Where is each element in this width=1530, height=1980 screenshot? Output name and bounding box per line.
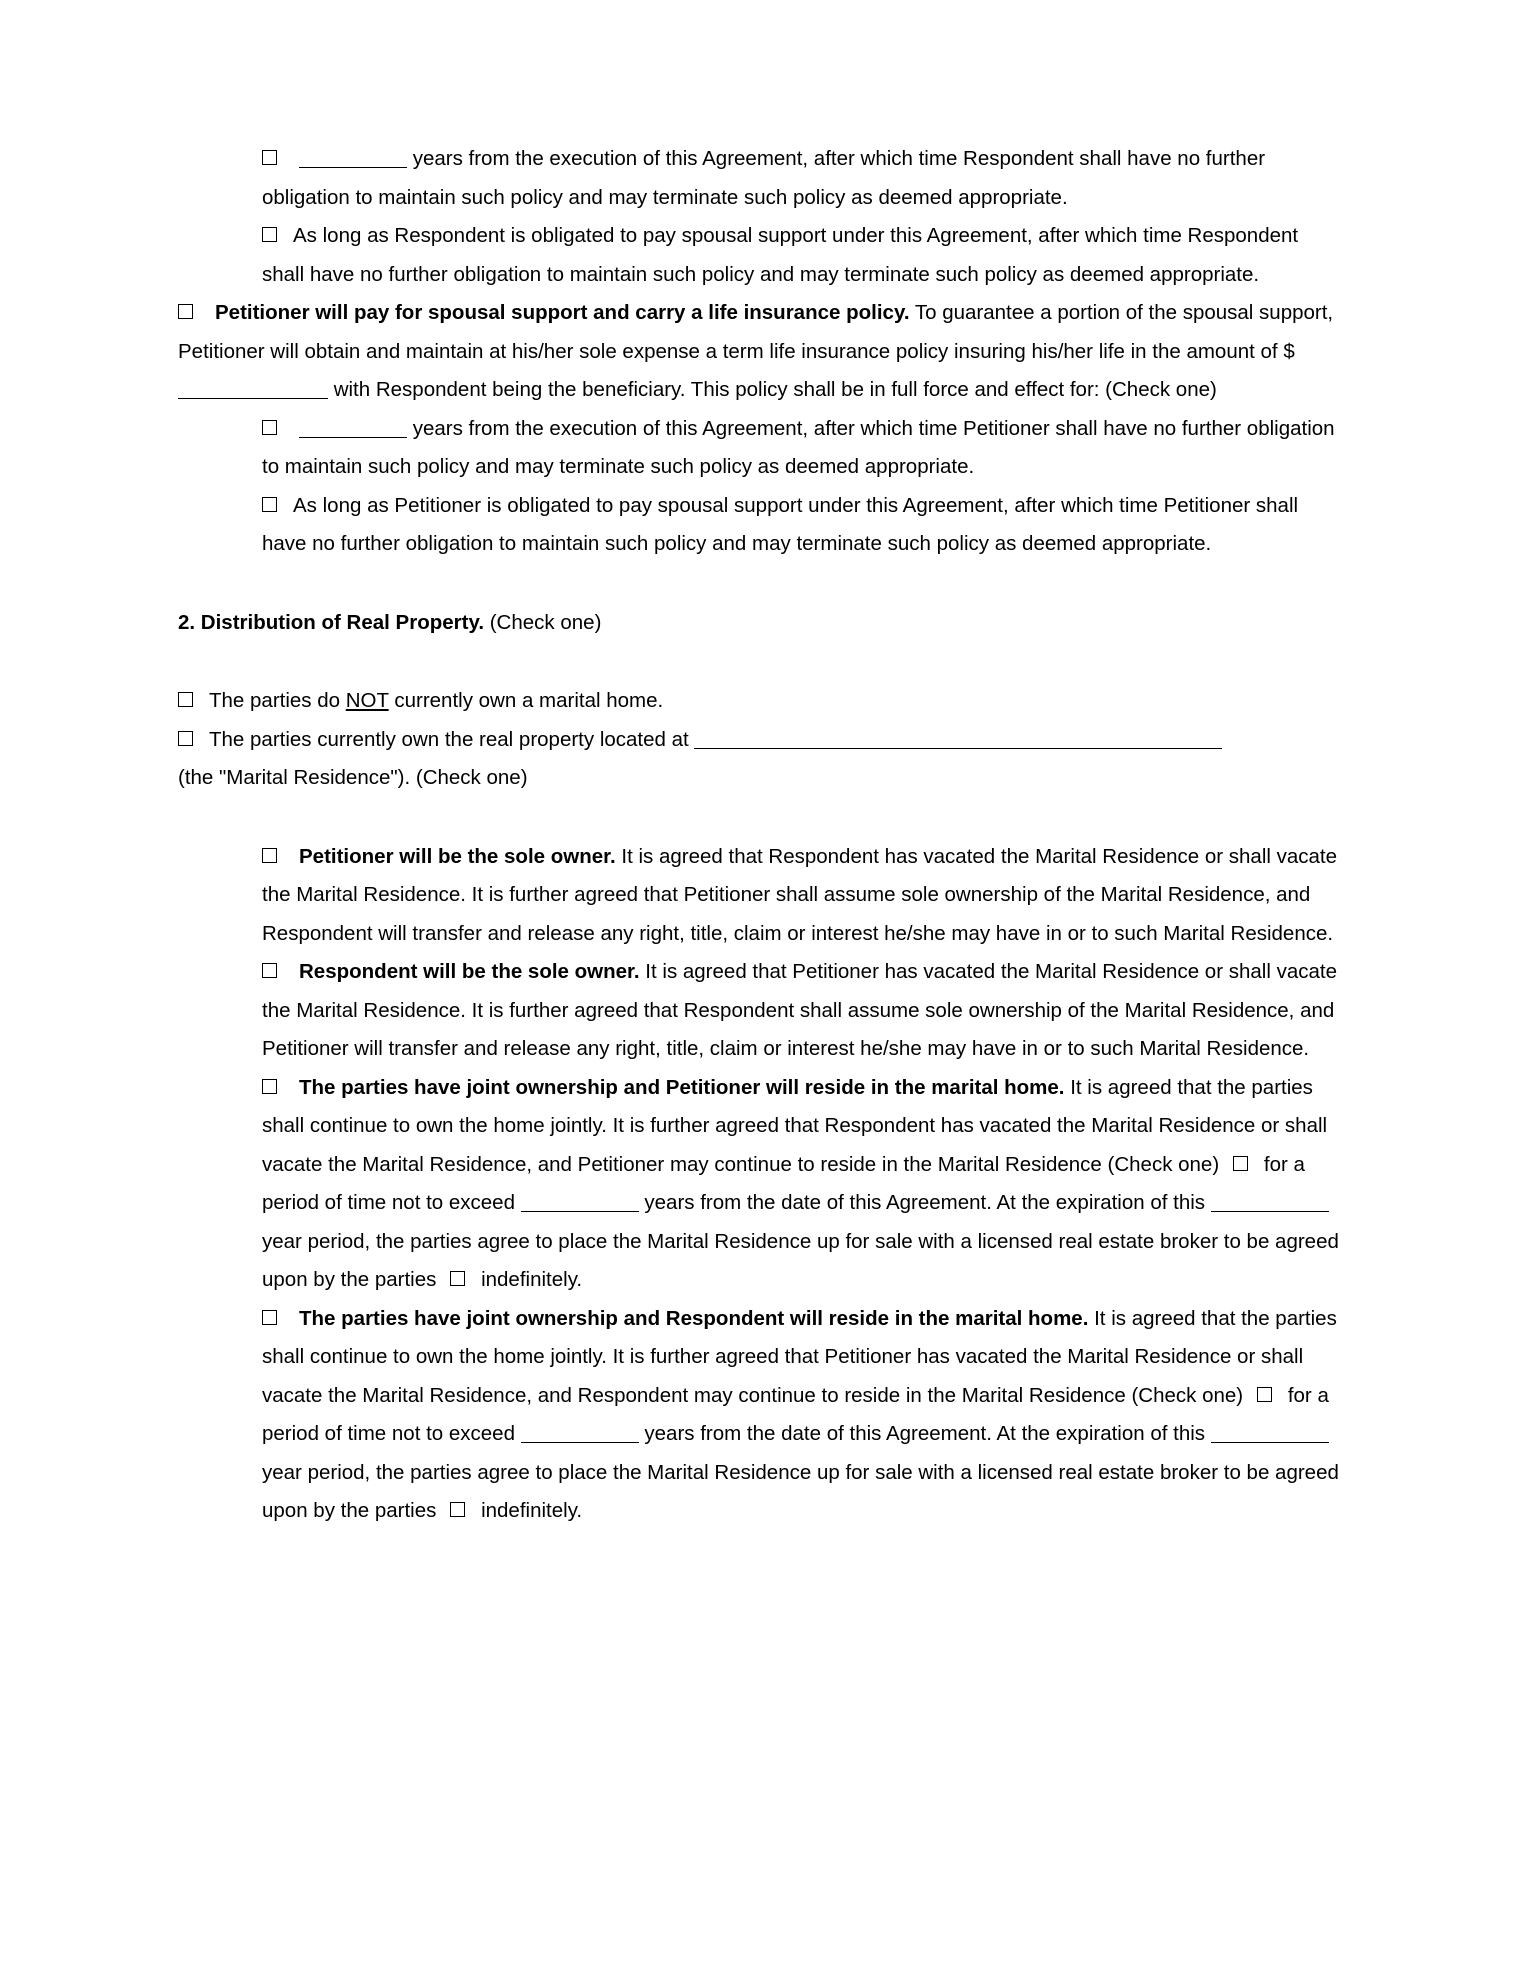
option-joint-petitioner-resides-body-2: for a period of time not to exceed <box>262 1152 1305 1214</box>
petitioner-policy-options <box>262 410 1340 564</box>
section-2-check-one: (Check one) <box>489 610 602 634</box>
spacer <box>178 642 1340 682</box>
checkbox-icon[interactable] <box>178 304 193 319</box>
option-joint-respondent-resides-body-5: indefinitely. <box>481 1499 583 1522</box>
option-petitioner-years[interactable] <box>262 410 1340 487</box>
checkbox-icon[interactable] <box>450 1502 465 1517</box>
checkbox-icon[interactable] <box>178 692 193 707</box>
clause-petitioner-text-1: To guarantee a portion of the spousal support, Petitioner will obtain and maintain at his/her sole expense a term life insurance policy insuring his/her life in the amount of $ <box>178 301 1334 363</box>
marital-residence-note: (the "Marital Residence"). (Check one) <box>178 766 528 789</box>
option-respondent-sole-owner[interactable] <box>262 953 1340 1069</box>
option-respondent-sole-owner-body: It is agreed that Petitioner has vacated the Marital Residence or shall vacate the Marital Residence. It is further agreed that Respondent shall assume sole ownership of the Marital Residence, and Petitioner will transfer and release any right, title, claim or interest he/she may have in or to such Marital Residence. <box>262 960 1337 1060</box>
option-petitioner-sole-owner-body: It is agreed that Respondent has vacated the Marital Residence or shall vacate the Marital Residence. It is further agreed that Petitioner shall assume sole ownership of the Marital Residence, and Respondent will transfer and release any right, title, claim or interest he/she may have in or to such Marital Residence. <box>262 844 1338 945</box>
checkbox-icon[interactable] <box>262 227 277 242</box>
option-petitioner-sole-owner-lead: Petitioner will be the sole owner. <box>299 844 616 868</box>
option-petitioner-as-long-as-text: As long as Petitioner is obligated to pay spousal support under this Agreement, after which time Petitioner shall have no further obligation to maintain such policy and may terminate such policy as deemed appropriate. <box>262 493 1299 555</box>
checkbox-icon[interactable] <box>262 497 277 512</box>
option-joint-respondent-resides-body-4: year period, the parties agree to place the Marital Residence up for sale with a licensed real estate broker to be agreed upon by the parties <box>262 1460 1339 1522</box>
clause-petitioner-bold-lead: Petitioner will pay for spousal support and carry a life insurance policy. <box>215 301 910 324</box>
section-2-title: 2. Distribution of Real Property. <box>178 610 485 634</box>
document-body <box>178 140 1340 1531</box>
ownership-options-list <box>262 838 1340 1531</box>
checkbox-icon[interactable] <box>262 963 277 978</box>
years-blank-field[interactable] <box>521 1442 639 1443</box>
clause-petitioner-text-2: with Respondent being the beneficiary. This policy shall be in full force and effect for: (Check one) <box>333 378 1217 401</box>
option-joint-petitioner-resides-body-1: It is agreed that the parties shall continue to own the home jointly. It is further agreed that Respondent has vacated the Marital Residence or shall vacate the Marital Residence, and Petitioner may continue to reside in the Marital Residence (Check one) <box>262 1075 1328 1176</box>
option-petitioner-years-text: years from the execution of this Agreement, after which time Petitioner shall have no further obligation to maintain such policy and may terminate such policy as deemed appropriate. <box>262 416 1335 478</box>
spacer <box>178 798 1340 838</box>
clause-petitioner-life-insurance[interactable] <box>178 294 1340 410</box>
year-period-blank-field[interactable] <box>1211 1211 1329 1212</box>
spacer <box>178 564 1340 604</box>
option-respondent-as-long-as[interactable] <box>262 217 1340 294</box>
option-joint-petitioner-resides-body-4: year period, the parties agree to place the Marital Residence up for sale with a licensed real estate broker to be agreed upon by the parties <box>262 1229 1339 1291</box>
option-joint-respondent-resides-body-1: It is agreed that the parties shall continue to own the home jointly. It is further agreed that Petitioner has vacated the Marital Residence or shall vacate the Marital Residence, and Respondent may continue to reside in the Marital Residence (Check one) <box>262 1306 1337 1407</box>
checkbox-icon[interactable] <box>1257 1387 1272 1402</box>
years-blank-field[interactable] <box>521 1211 639 1212</box>
years-blank-field[interactable] <box>299 437 407 438</box>
option-joint-respondent-resides-body-3: years from the date of this Agreement. At the expiration of this <box>644 1422 1206 1445</box>
option-own-real-property-text: The parties currently own the real property located at <box>209 727 689 751</box>
option-respondent-years-text: years from the execution of this Agreement, after which time Respondent shall have no further obligation to maintain such policy and may terminate such policy as deemed appropriate. <box>262 147 1266 209</box>
checkbox-icon[interactable] <box>262 1079 277 1094</box>
option-no-marital-home[interactable] <box>178 682 1340 721</box>
option-joint-petitioner-resides-body-3: years from the date of this Agreement. At the expiration of this <box>644 1191 1206 1214</box>
option-joint-respondent-resides-body-2: for a period of time not to exceed <box>262 1383 1329 1445</box>
year-period-blank-field[interactable] <box>1211 1442 1329 1443</box>
checkbox-icon[interactable] <box>450 1271 465 1286</box>
option-petitioner-sole-owner[interactable] <box>262 838 1340 954</box>
years-blank-field[interactable] <box>299 167 407 168</box>
option-joint-petitioner-resides-lead: The parties have joint ownership and Petitioner will reside in the marital home. <box>299 1075 1065 1099</box>
option-respondent-sole-owner-lead: Respondent will be the sole owner. <box>299 960 640 983</box>
insurance-amount-blank-field[interactable] <box>178 398 328 399</box>
option-own-real-property[interactable] <box>178 721 1340 760</box>
option-no-marital-home-text-2: currently own a marital home. <box>388 689 664 712</box>
option-petitioner-as-long-as[interactable] <box>262 487 1340 564</box>
option-respondent-as-long-as-text: As long as Respondent is obligated to pay spousal support under this Agreement, after which time Respondent shall have no further obligation to maintain such policy and may terminate such policy as deemed appropriate. <box>262 224 1299 286</box>
option-respondent-years[interactable] <box>262 140 1340 217</box>
option-joint-respondent-resides-lead: The parties have joint ownership and Respondent will reside in the marital home. <box>299 1306 1089 1330</box>
option-joint-respondent-resides[interactable] <box>262 1300 1340 1531</box>
checkbox-icon[interactable] <box>262 1310 277 1325</box>
respondent-policy-options <box>262 140 1340 294</box>
option-joint-petitioner-resides[interactable] <box>262 1069 1340 1300</box>
checkbox-icon[interactable] <box>178 731 193 746</box>
section-2-heading <box>178 604 1340 643</box>
checkbox-icon[interactable] <box>262 848 277 863</box>
option-no-marital-home-text-1: The parties do <box>209 689 346 712</box>
property-address-blank-field[interactable] <box>694 748 1222 749</box>
option-joint-petitioner-resides-body-5: indefinitely. <box>481 1268 583 1291</box>
checkbox-icon[interactable] <box>1233 1156 1248 1171</box>
checkbox-icon[interactable] <box>262 420 277 435</box>
checkbox-icon[interactable] <box>262 150 277 165</box>
option-no-marital-home-not: NOT <box>345 689 389 712</box>
